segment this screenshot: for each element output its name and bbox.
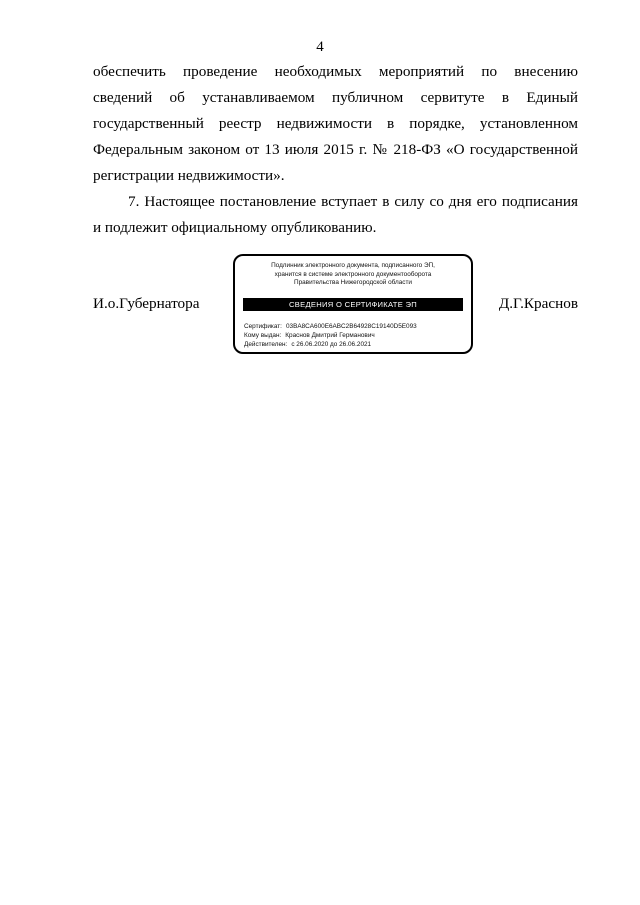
issued-to-row [244, 331, 465, 340]
issued-to-value: Краснов Дмитрий Германович [285, 332, 375, 339]
valid-label: Действителен: [244, 341, 288, 348]
certificate-details [244, 322, 465, 349]
certificate-info-bar: СВЕДЕНИЯ О СЕРТИФИКАТЕ ЭП [243, 298, 463, 311]
electronic-signature-stamp [233, 254, 473, 354]
certificate-row [244, 322, 465, 331]
valid-row [244, 340, 465, 349]
stamp-header-line: Правительства Нижегородской области [293, 279, 413, 287]
stamp-header-line: хранится в системе электронного документооборота [274, 270, 432, 278]
page-number: 4 [316, 39, 324, 55]
paragraph-line: 7. Настоящее постановление вступает в силу со дня его подписания [128, 193, 578, 210]
valid-value: с 26.06.2020 до 26.06.2021 [291, 341, 372, 348]
issued-to-label: Кому выдан: [244, 332, 282, 339]
paragraph-line: и подлежит официальному опубликованию. [93, 219, 377, 236]
signatory-name: Д.Г.Краснов [498, 295, 578, 312]
paragraph-line: сведений об устанавливаемом публичном сервитуте в Единый [93, 89, 578, 106]
certificate-value: 03BA8CA600E6ABC2B64928C19140D5E093 [285, 323, 417, 330]
paragraph-registration [93, 59, 578, 189]
paragraph-line: регистрации недвижимости». [93, 167, 285, 184]
paragraph-line: обеспечить проведение необходимых мероприятий по внесению [93, 63, 578, 80]
signatory-position: И.о.Губернатора [93, 295, 200, 312]
paragraph-effective-date [93, 189, 578, 241]
stamp-header [235, 262, 471, 288]
certificate-label: Сертификат: [244, 323, 282, 330]
stamp-header-line: Подлинник электронного документа, подписанного ЭП, [271, 262, 435, 269]
paragraph-line: государственный реестр недвижимости в порядке, установленном [93, 115, 578, 132]
paragraph-line: Федеральным законом от 13 июля 2015 г. № 218-ФЗ «О государственной [93, 141, 578, 158]
